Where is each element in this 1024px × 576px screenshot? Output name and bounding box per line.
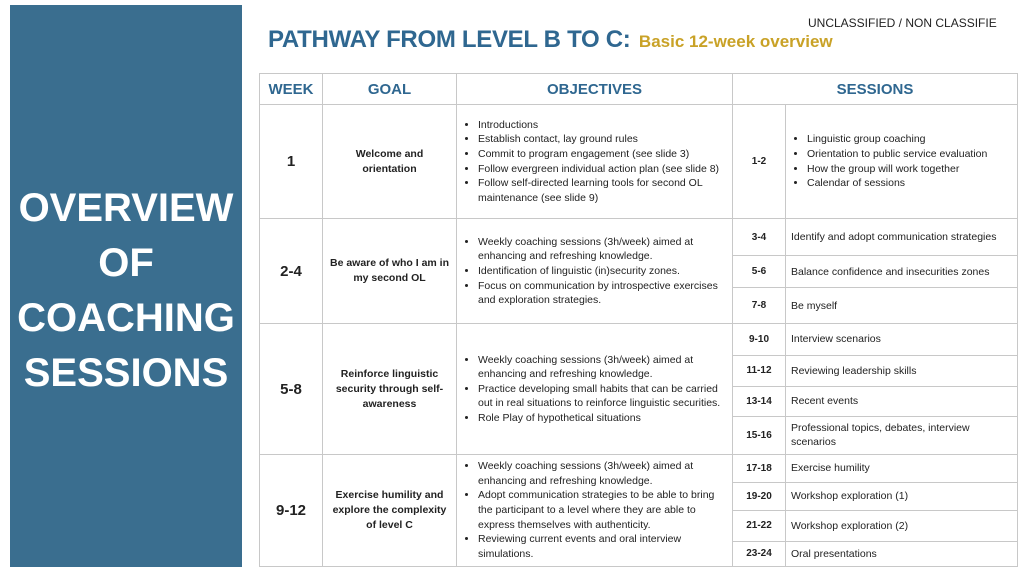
objective-item: • Weekly coaching sessions (3h/week) aimed at enhancing and refreshing knowledge. — [478, 459, 727, 488]
session-number: 3-4 — [733, 219, 786, 256]
table-row — [260, 219, 1018, 256]
session-description: Professional topics, debates, interview scenarios — [786, 416, 1018, 454]
objective-item: • Focus on communication by introspective exercises and exploration strategies. — [478, 279, 727, 308]
session-number: 17-18 — [733, 454, 786, 482]
objective-item: • Follow evergreen individual action plan (see slide 8) — [478, 162, 727, 177]
overview-table — [259, 73, 1018, 567]
sidebar-title-line: OF — [98, 241, 154, 285]
session-number: 13-14 — [733, 386, 786, 416]
page-title-sub: Basic 12-week overview — [638, 32, 833, 51]
session-description: Balance confidence and insecurities zones — [786, 256, 1018, 288]
session-description: Exercise humility — [786, 454, 1018, 482]
session-description: Reviewing leadership skills — [786, 355, 1018, 386]
session-item: • Orientation to public service evaluation — [807, 147, 1012, 162]
objective-item: • Weekly coaching sessions (3h/week) aimed at enhancing and refreshing knowledge. — [478, 235, 727, 264]
week-cell: 2-4 — [260, 219, 323, 324]
sidebar-title-line: OVERVIEW — [18, 186, 234, 230]
session-description: Interview scenarios — [786, 324, 1018, 355]
session-item: • Calendar of sessions — [807, 176, 1012, 191]
session-number: 7-8 — [733, 288, 786, 324]
week-cell: 9-12 — [260, 454, 323, 566]
classification-label: UNCLASSIFIED / NON CLASSIFIE — [808, 16, 997, 30]
table-row — [260, 105, 1018, 219]
objective-item: • Adopt communication strategies to be able to bring the participant to a level where they are able to express themselves with authenticity. — [478, 488, 727, 532]
header-objectives: OBJECTIVES — [457, 74, 733, 105]
objective-item: • Introductions — [478, 118, 727, 133]
page-title — [268, 26, 833, 54]
week-cell: 1 — [260, 105, 323, 219]
session-description — [786, 105, 1018, 219]
table-row — [260, 324, 1018, 355]
session-number: 23-24 — [733, 541, 786, 566]
session-number: 19-20 — [733, 482, 786, 510]
objective-item: • Weekly coaching sessions (3h/week) aimed at enhancing and refreshing knowledge. — [478, 353, 727, 382]
session-number: 1-2 — [733, 105, 786, 219]
objectives-cell — [457, 219, 733, 324]
session-item: • Linguistic group coaching — [807, 132, 1012, 147]
header-goal: GOAL — [323, 74, 457, 105]
header-sessions: SESSIONS — [733, 74, 1018, 105]
session-description: Workshop exploration (1) — [786, 482, 1018, 510]
session-item: • How the group will work together — [807, 162, 1012, 177]
objective-item: • Reviewing current events and oral interview simulations. — [478, 532, 727, 561]
objective-item: • Practice developing small habits that can be carried out in real situations to reinforce linguistic securities. — [478, 382, 727, 411]
objective-item: • Role Play of hypothetical situations — [478, 411, 727, 426]
session-number: 15-16 — [733, 416, 786, 454]
objective-item: • Commit to program engagement (see slide 3) — [478, 147, 727, 162]
header-week: WEEK — [260, 74, 323, 105]
goal-cell: Reinforce linguistic security through self-awareness — [323, 324, 457, 454]
session-number: 9-10 — [733, 324, 786, 355]
session-description: Identify and adopt communication strategies — [786, 219, 1018, 256]
session-number: 21-22 — [733, 510, 786, 541]
goal-cell: Welcome and orientation — [323, 105, 457, 219]
objectives-cell — [457, 324, 733, 454]
sidebar-panel — [10, 5, 242, 567]
session-description: Be myself — [786, 288, 1018, 324]
session-description: Workshop exploration (2) — [786, 510, 1018, 541]
objective-item: • Identification of linguistic (in)security zones. — [478, 264, 727, 279]
session-description: Recent events — [786, 386, 1018, 416]
table-row — [260, 454, 1018, 482]
goal-cell: Exercise humility and explore the complexity of level C — [323, 454, 457, 566]
session-number: 5-6 — [733, 256, 786, 288]
table-header-row — [260, 74, 1018, 105]
sidebar-title-line: SESSIONS — [23, 351, 229, 395]
objectives-cell — [457, 454, 733, 566]
session-number: 11-12 — [733, 355, 786, 386]
objective-item: • Follow self-directed learning tools for second OL maintenance (see slide 9) — [478, 176, 727, 205]
sidebar-title-line: COACHING — [17, 296, 235, 340]
goal-cell: Be aware of who I am in my second OL — [323, 219, 457, 324]
week-cell: 5-8 — [260, 324, 323, 454]
page-title-main: PATHWAY FROM LEVEL B TO C: — [268, 26, 631, 53]
objectives-cell — [457, 105, 733, 219]
sidebar-title — [10, 181, 242, 401]
objective-item: • Establish contact, lay ground rules — [478, 132, 727, 147]
session-description: Oral presentations — [786, 541, 1018, 566]
